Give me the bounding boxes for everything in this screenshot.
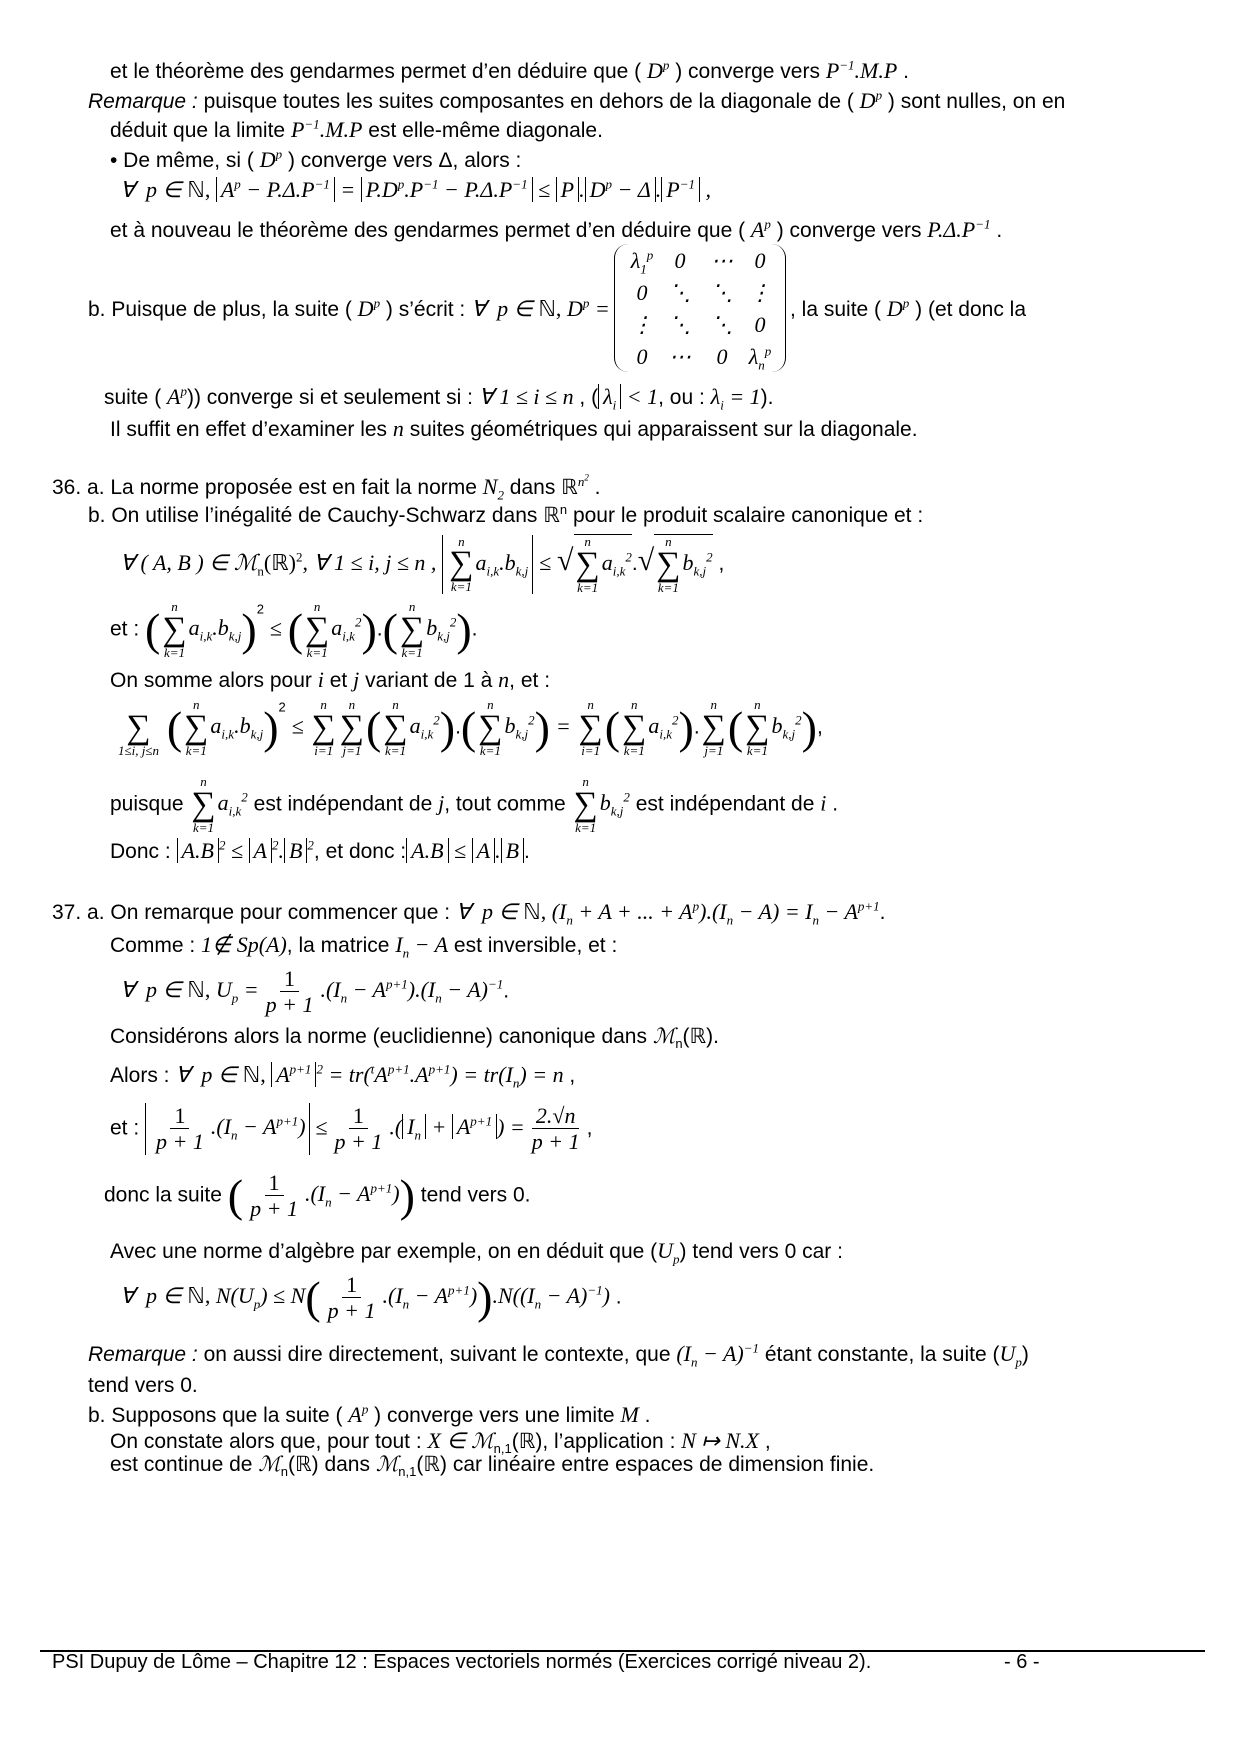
page-number: - 6 - (1004, 1651, 1040, 1673)
text-line: et le théorème des gendarmes permet d’en déduire que ( $D^p$ ) converge vers $P^{-1}.M.P$ . (110, 57, 909, 83)
text-line: On constate alors que, pour tout : X ∈ ℳ$_{n,1}$(ℝ), l’application : N ↦ N.X , (110, 1428, 771, 1457)
text-line: suite ( $A^p$)) converge si et seulement si : ∀ 1 ≤ i ≤ n , ( $\lambda_i < 1$, ou : $\lambda_i = 1$). (104, 383, 774, 413)
text-line: est continue de ℳ$_n$(ℝ) dans ℳ$_{n,1}$(ℝ) car linéaire entre espaces de dimension finie. (110, 1453, 875, 1480)
text-line: Comme : 1∉ Sp(A), la matrice $I_n - A$ est inversible, et : (110, 932, 618, 961)
equation: et : ( n ∑ k=1 $a_{i,k}.b_{k,j})^2$ ≤ ( n ∑ k=1 $a_{i,k}^2$).( n ∑ k=1 $b_{k,j}^2$). (110, 599, 478, 660)
text-line: Donc : A.B $^2$ ≤ A $^2$. B $^2$, et donc : A.B ≤ A . B . (110, 837, 530, 863)
text-line: • De même, si ( $D^p$ ) converge vers Δ, alors : (110, 146, 522, 172)
text-line: tend vers 0. (88, 1374, 198, 1397)
equation: ∀ ( A, B ) ∈ ℳ$_n$(ℝ)$^2$, ∀ 1 ≤ i, j ≤ n , n ∑ k=1 $a_{i,k}.b_{k,j}$ ≤ √ n ∑ k=1 $a_{i,k}^2.√$ n ∑ k=1 $b_{k,j}^2$ , (120, 533, 725, 595)
text-line: b. Puisque de plus, la suite ( $D^p$ ) s’écrit : ∀ p ∈ ℕ, $D^p$ = (88, 295, 610, 321)
footer-text: PSI Dupuy de Lôme – Chapitre 12 : Espaces vectoriels normés (Exercices corrigé niveau 2). (52, 1651, 872, 1673)
text-line: donc la suite ( $\frac{1}{p + 1}$ $.(I_n - A^{p+1})$) tend vers 0. (104, 1169, 531, 1222)
exercise-37a: 37. a. On remarque pour commencer que : ∀ p ∈ ℕ, ($I_n + A$ + ... + $A^p).(I_n - A) = I_n - A^{p+1}$. (52, 898, 886, 928)
text-line: Considérons alors la norme (euclidienne) canonique dans ℳ$_n$(ℝ). (110, 1025, 719, 1052)
text-line: Il suffit en effet d’examiner les n suites géométriques qui apparaissent sur la diagonale. (110, 416, 918, 441)
text-line: et à nouveau le théorème des gendarmes permet d’en déduire que ( $A^p$ ) converge vers $P.\Delta.P^{-1}$ . (110, 216, 1003, 242)
text-line: , la suite ( $D^p$ ) (et donc la (790, 295, 1027, 321)
exercise-37b: b. Supposons que la suite ( $A^p$ ) converge vers une limite M . (88, 1401, 651, 1427)
exercise-36b: b. On utilise l’inégalité de Cauchy-Schwarz dans ℝ$^n$ pour le produit scalaire canonique et : (88, 502, 924, 527)
diagonal-matrix: $\lambda_1^p$ 0 ⋯ 0 0 ⋱ ⋱ ⋮ ⋮ ⋱ ⋱ 0 0 ⋯ 0 $\lambda_n^p$ (614, 244, 786, 372)
remark-line: Remarque : puisque toutes les suites composantes en dehors de la diagonale de ( $D^p$ ) sont nulles, on en (88, 87, 1066, 113)
text-line: Alors : ∀ p ∈ ℕ, $A^{p+1}$ $^2 = tr(^tA^{p+1}.A^{p+1}) = tr(I_n) = n$ , (110, 1061, 576, 1091)
equation: ∀ p ∈ ℕ, $A^p - P.\Delta.P^{-1} = P.D^p.P^{-1} - P.\Delta.P^{-1} \le P$ . $D^p - \Delta$ . $P^{-1}$ , (120, 176, 711, 202)
text-line: Avec une norme d’algèbre par exemple, on en déduit que $(U_p)$ tend vers 0 car : (110, 1238, 843, 1267)
exercise-36a: 36. a. La norme proposée est en fait la norme $N_2$ dans ℝ$^{n^2}$ . (52, 472, 601, 503)
text-line: On somme alors pour i et j variant de 1 à n, et : (110, 667, 551, 692)
text-line: puisque n ∑ k=1 $a_{i,k}^2$ est indépendant de j, tout comme n ∑ k=1 $b_{k,j}^2$ est indépendant de i . (110, 774, 839, 835)
remark-line: Remarque : on aussi dire directement, suivant le contexte, que $(I_n - A)^{-1}$ étant constante, la suite $(U_p)$ (88, 1340, 1029, 1370)
equation: ∀ p ∈ ℕ, $N(U_p) \le N$( $\frac{1}{p + 1}$ $.(I_n - A^{p+1})).N((I_n - A)^{-1})$ . (120, 1271, 622, 1324)
equation: ∑ 1≤i, j≤n ( n ∑ k=1 $a_{i,k}.b_{k,j})^2$ ≤ n ∑ i=1 n ∑ j=1 ( n ∑ k=1 $a_{i,k}^2$).( n ∑ k=1 $b_{k,j}^2$) = n ∑ i=1 ( n ∑ k=1 $a_{i,k}^2$). n ∑ j=1 ( n ∑ k=1 $b_{k,j}^2$), (118, 697, 823, 758)
text-line: déduit que la limite $P^{-1}.M.P$ est elle-même diagonale. (110, 116, 603, 142)
equation: et : $\frac{1}{p + 1}$ $.(I_n - A^{p+1})$ ≤ $\frac{1}{p + 1}$ .( $I_n + A^{p+1}$ ) = $\frac{2.√n}{p + 1}$ , (110, 1103, 593, 1155)
equation: ∀ p ∈ ℕ, $U_p$ = $\frac{1}{p + 1}$ $.(I_n - A^{p+1}).(I_n - A)^{-1}$. (120, 966, 510, 1018)
